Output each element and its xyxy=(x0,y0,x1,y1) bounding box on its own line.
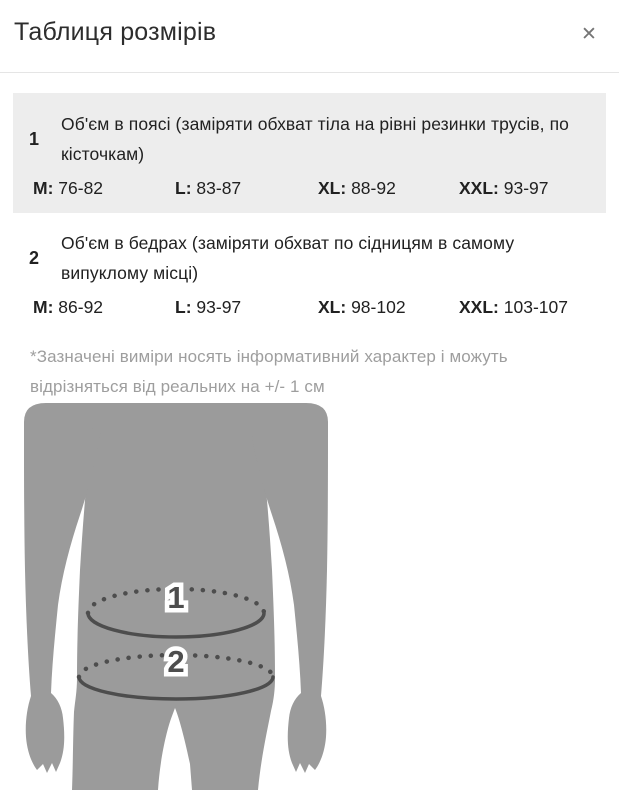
description-line: Об'єм в поясі (заміряти обхват тіла на рівні резинки трусів, по xyxy=(61,114,569,134)
size-label: XXL: xyxy=(459,178,499,198)
size-section-hips xyxy=(13,212,606,319)
size-cell-xxl xyxy=(459,176,606,200)
body-silhouette-svg xyxy=(0,400,352,800)
size-value: 98-102 xyxy=(351,297,406,317)
modal-title: Таблиця розмірів xyxy=(14,18,217,46)
measure-description xyxy=(61,109,588,169)
waist-label: 1 xyxy=(167,580,185,615)
close-icon[interactable]: ✕ xyxy=(576,21,602,47)
measure-number: 2 xyxy=(29,247,40,268)
description-line: випуклому місці) xyxy=(61,263,199,283)
size-cell-l xyxy=(175,295,318,319)
disclaimer-note xyxy=(30,342,570,402)
size-label: L: xyxy=(175,297,192,317)
size-label: M: xyxy=(33,178,54,198)
description-line: Об'єм в бедрах (заміряти обхват по сідницям в самому xyxy=(61,233,515,253)
note-line: відрізняться від реальних на +/- 1 см xyxy=(30,377,325,396)
size-cell-xl xyxy=(318,295,459,319)
size-value: 86-92 xyxy=(58,297,104,317)
size-cell-m xyxy=(33,295,175,319)
size-section-waist xyxy=(13,93,606,213)
measure-number: 1 xyxy=(29,128,40,149)
size-cell-l xyxy=(175,176,318,200)
size-label: L: xyxy=(175,178,192,198)
sizes-row xyxy=(13,169,606,200)
size-label: XL: xyxy=(318,178,347,198)
size-value: 103-107 xyxy=(503,297,568,317)
size-value: 88-92 xyxy=(351,178,396,198)
measurement-figure xyxy=(0,400,352,800)
size-cell-xxl xyxy=(459,295,606,319)
size-label: XXL: xyxy=(459,297,499,317)
size-label: XL: xyxy=(318,297,347,317)
size-label: M: xyxy=(33,297,54,317)
size-value: 93-97 xyxy=(196,297,242,317)
size-value: 93-97 xyxy=(503,178,549,198)
modal-header xyxy=(0,0,619,72)
description-line: кісточкам) xyxy=(61,144,145,164)
sizes-row xyxy=(13,288,606,319)
size-value: 83-87 xyxy=(196,178,242,198)
hips-label: 2 xyxy=(167,644,185,679)
header-divider xyxy=(0,72,619,73)
size-cell-m xyxy=(33,176,175,200)
size-value: 76-82 xyxy=(58,178,104,198)
measure-description xyxy=(61,228,588,288)
size-cell-xl xyxy=(318,176,459,200)
note-line: *Зазначені виміри носять інформативний характер і можуть xyxy=(30,347,508,366)
